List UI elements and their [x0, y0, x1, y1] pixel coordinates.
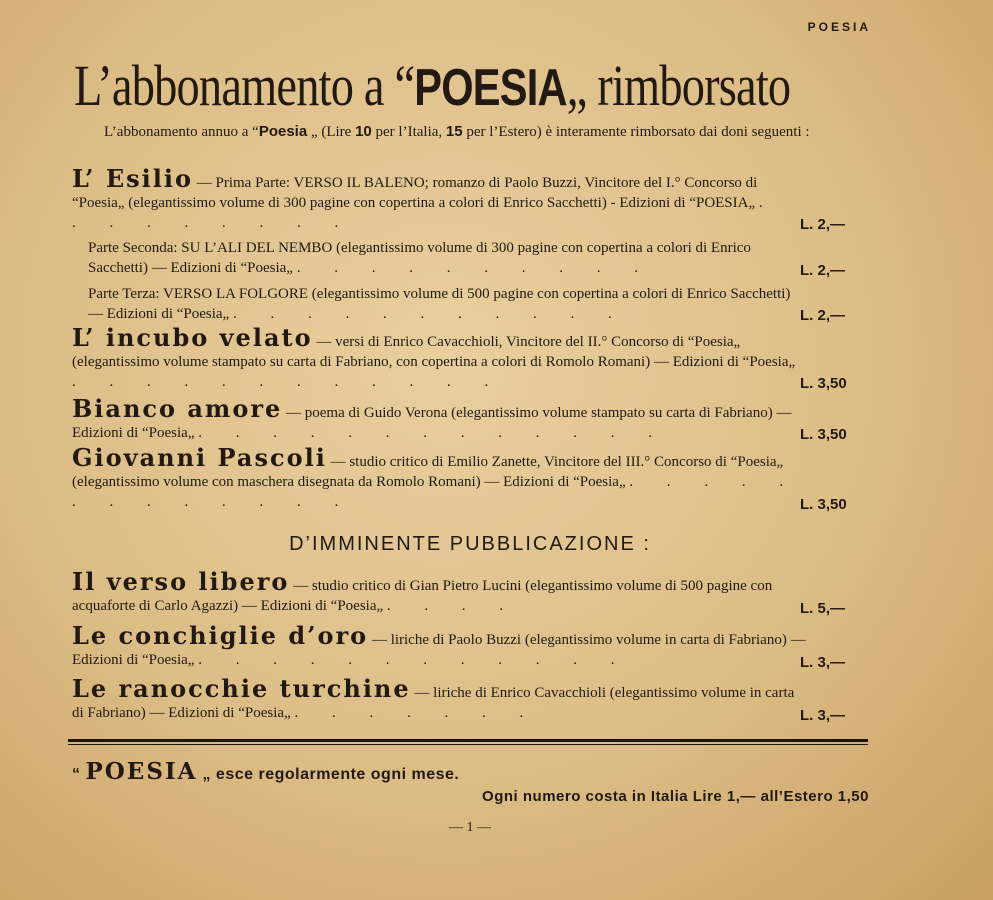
intro-price-abroad: 15 — [445, 123, 463, 140]
title-poesia: POESIA — [414, 59, 567, 117]
book-description: — liriche di Enrico Cavacchioli (elegantissimo volume in carta di Fabriano) — Edizioni di “Poesia„ — [72, 685, 795, 721]
footer-line-2: Ogni numero costa in Italia Lire 1,— all’Estero 1,50 — [482, 788, 869, 805]
title-post: „ rimborsato — [566, 53, 791, 118]
upcoming-entry-conchiglie-oro — [72, 621, 807, 670]
intro-paragraph — [72, 122, 872, 142]
upcoming-entry-verso-libero — [72, 567, 807, 616]
title-pre: L’abbonamento a “ — [74, 53, 415, 118]
intro-price-italy: 10 — [355, 123, 372, 140]
book-description: Parte Terza: VERSO LA FOLGORE (elegantissimo volume di 500 pagine con copertina a colori di Enrico Sacchetti) — Edizioni di “Poesia„ — [88, 286, 791, 322]
book-title: L’ incubo velato — [72, 323, 313, 352]
book-entry-giovanni-pascoli — [72, 443, 807, 512]
book-description: — poema di Guido Verona (elegantissimo volume stampato su carta di Fabriano) — Edizioni di “Poesia„ — [72, 405, 792, 441]
intro-text-c: „ (Lire — [307, 124, 356, 140]
book-price: L. 2,— — [800, 307, 846, 324]
book-title: Le ranocchie turchine — [72, 674, 411, 703]
book-price: L. 5,— — [800, 600, 846, 617]
leader-dots: . . . . . . . . . . . . . — [198, 425, 667, 441]
book-price: L. 3,— — [800, 654, 846, 671]
book-price: L. 3,50 — [800, 375, 847, 392]
book-entry-parte-seconda — [88, 238, 808, 278]
leader-dots: . . . . . . . . . . . . . — [72, 474, 799, 510]
leader-dots: . . . . . . . . . . . . — [198, 652, 630, 668]
footer-frequency-text: „ esce regolarmente ogni mese. — [197, 766, 460, 783]
book-entry-incubo-velato — [72, 323, 807, 392]
footer-quote-open: “ — [72, 766, 86, 783]
book-price: L. 3,50 — [800, 496, 847, 513]
leader-dots: . . . . . . . . . . — [296, 260, 653, 276]
intro-text-g: per l’Estero) è interamente rimborsato dai doni seguenti : — [462, 124, 810, 140]
book-description: — liriche di Paolo Buzzi (elegantissimo volume in carta di Fabriano) — Edizioni di “Poesia„ — [72, 632, 806, 668]
book-description: Parte Seconda: SU L’ALI DEL NEMBO (elegantissimo volume di 300 pagine con copertina a colori di Enrico Sacchetti) — Edizioni di “Poesia„ — [88, 240, 751, 276]
upcoming-entry-ranocchie-turchine — [72, 674, 807, 723]
leader-dots: . . . . . . . . . . . — [232, 306, 627, 322]
footer-line-1 — [72, 758, 459, 785]
leader-dots: . . . . — [386, 598, 519, 614]
book-entry-esilio — [72, 164, 807, 233]
leader-dots: . . . . . . . — [294, 705, 539, 721]
book-title: Le conchiglie d’oro — [72, 621, 369, 650]
intro-text-a: L’abbonamento annuo a “ — [104, 124, 259, 140]
book-description: — studio critico di Emilio Zanette, Vincitore del III.° Concorso di “Poesia„ (elegantissimo volume con maschera disegnata da Romolo Romani) — Edizioni di “Poesia„ — [72, 454, 784, 490]
page-number: — 1 — — [449, 820, 491, 835]
book-price: L. 2,— — [800, 216, 846, 233]
book-description: — versi di Enrico Cavacchioli, Vincitore del II.° Concorso di “Poesia„ (elegantissimo volume stampato su carta di Fabriano, con copertina a colori di Romolo Romani) — Edizioni di “Poesia„ — [72, 334, 796, 370]
running-header: POESIA — [807, 20, 871, 34]
leader-dots: . . . . . . . . . . . . — [72, 374, 504, 390]
book-entry-parte-terza — [88, 284, 808, 324]
book-title: L’ Esilio — [72, 164, 193, 193]
book-price: L. 3,50 — [800, 426, 847, 443]
footer-poesia: POESIA — [85, 758, 198, 785]
intro-poesia: Poesia — [258, 123, 308, 140]
book-title: Bianco amore — [72, 394, 283, 423]
book-title: Giovanni Pascoli — [72, 443, 327, 472]
book-price: L. 3,— — [800, 707, 846, 724]
intro-text-e: per l’Italia, — [371, 124, 446, 140]
book-description: — Prima Parte: VERSO IL BALENO; romanzo di Paolo Buzzi, Vincitore del I.° Concorso di “Poesia„ (elegantissimo volume di 300 pagine con copertina a colori di Enrico Sacchetti) - Edizioni di “POESIA„ — [72, 175, 758, 211]
divider-rule — [68, 739, 868, 745]
book-description: — studio critico di Gian Pietro Lucini (elegantissimo volume di 500 pagine con acquaforte di Carlo Agazzi) — Edizioni di “Poesia„ — [72, 578, 773, 614]
book-price: L. 2,— — [800, 262, 846, 279]
leader-dots: . . . . . . . . . — [72, 195, 778, 231]
book-entry-bianco-amore — [72, 394, 807, 443]
page-title — [74, 52, 791, 119]
book-title: Il verso libero — [72, 567, 290, 596]
section-heading: D’IMMINENTE PUBBLICAZIONE : — [289, 533, 651, 555]
